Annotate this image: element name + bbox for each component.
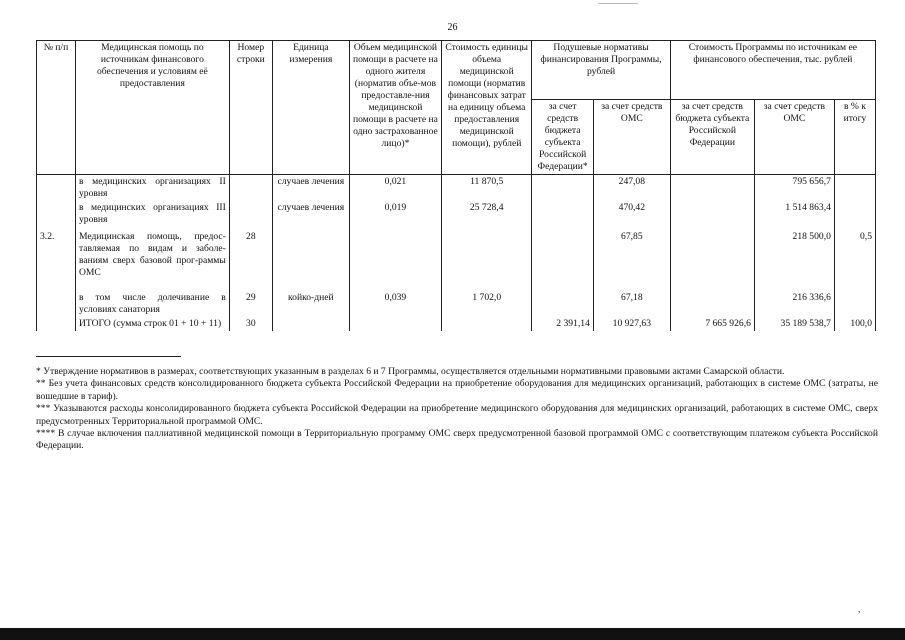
cell-pc-oms: 10 927,63 — [593, 317, 670, 331]
table-row — [37, 227, 876, 291]
cell-pr-budget — [670, 201, 754, 227]
cell-unit — [272, 227, 349, 291]
footnote-divider — [36, 356, 181, 357]
footnote: *** Указываются расходы консолидированного бюджета субъекта Российской Федерации на приобретение медицинского оборудования для медицинских организаций, работающих в системе ОМС, сверх предусмотренных Территориальной программой ОМС. — [36, 403, 878, 427]
cell-unit: койко-дней — [272, 291, 349, 317]
table-row — [37, 201, 876, 227]
cell-pr-budget — [670, 291, 754, 317]
cell-cost: 1 702,0 — [442, 291, 532, 317]
cell-num — [37, 201, 76, 227]
cell-care: в медицинских организациях II уровня — [75, 175, 229, 202]
cell-pr-budget: 7 665 926,6 — [670, 317, 754, 331]
table-row — [37, 175, 876, 202]
header-cost: Стоимость единицы объема медицинской помощи (норматив финансовых затрат на единицу объема предоставления медицинской помощи), рублей — [442, 41, 532, 175]
cell-pc-oms: 67,18 — [593, 291, 670, 317]
cell-pr-oms: 218 500,0 — [754, 227, 834, 291]
table-row — [37, 317, 876, 331]
header-percapita-oms: за счет средств ОМС — [593, 100, 670, 175]
cell-pr-pct: 100,0 — [834, 317, 875, 331]
cell-volume — [349, 227, 441, 291]
footnote: **** В случае включения паллиативной медицинской помощи в Территориальную программу ОМС сверх предусмотренной базовой программой ОМС с соответствующим платежом субъекта Российской Федерации. — [36, 428, 878, 452]
cell-row-no: 30 — [229, 317, 272, 331]
cell-num: 3.2. — [37, 227, 76, 291]
cell-unit: случаев лечения — [272, 201, 349, 227]
cell-volume: 0,019 — [349, 201, 441, 227]
footnote: * Утверждение нормативов в размерах, соответствующих указанным в разделах 6 и 7 Программы, осуществляется отдельными нормативными правовыми актами Самарской области. — [36, 366, 785, 377]
cell-volume: 0,039 — [349, 291, 441, 317]
cell-row-no: 29 — [229, 291, 272, 317]
cell-pc-oms: 470,42 — [593, 201, 670, 227]
table-header — [37, 41, 876, 175]
header-program-oms: за счет средств ОМС — [754, 100, 834, 175]
cell-num — [37, 317, 76, 331]
cell-care: в том числе долечивание в условиях санатория — [75, 291, 229, 317]
cell-pc-oms: 247,08 — [593, 175, 670, 202]
cell-pc-budget — [532, 175, 594, 202]
cell-cost: 25 728,4 — [442, 201, 532, 227]
cell-pr-pct — [834, 291, 875, 317]
cell-pc-budget: 2 391,14 — [532, 317, 594, 331]
header-program-budget: за счет средств бюджета субъекта Российской Федерации — [670, 100, 754, 175]
cell-volume: 0,021 — [349, 175, 441, 202]
financing-table — [36, 40, 876, 331]
cell-row-no — [229, 175, 272, 202]
cell-pr-oms: 35 189 538,7 — [754, 317, 834, 331]
header-care: Медицинская помощь по источникам финансового обеспечения и условиям её предоставления — [75, 41, 229, 175]
cell-row-no: 28 — [229, 227, 272, 291]
table-row — [37, 291, 876, 317]
scan-bottom-edge — [0, 628, 905, 640]
cell-pc-budget — [532, 227, 594, 291]
cell-pr-budget — [670, 227, 754, 291]
cell-pr-oms: 1 514 863,4 — [754, 201, 834, 227]
cell-unit — [272, 317, 349, 331]
cell-num — [37, 175, 76, 202]
scan-artifact — [598, 3, 638, 4]
cell-cost — [442, 317, 532, 331]
cell-pr-pct — [834, 201, 875, 227]
cell-pr-pct — [834, 175, 875, 202]
header-program-pct: в % к итогу — [834, 100, 875, 175]
table-body — [37, 175, 876, 332]
cell-care: ИТОГО (сумма строк 01 + 10 + 11) — [75, 317, 229, 331]
cell-pc-budget — [532, 201, 594, 227]
cell-num — [37, 291, 76, 317]
header-num: № п/п — [37, 41, 76, 175]
cell-cost: 11 870,5 — [442, 175, 532, 202]
cell-care: Медицинская помощь, предос-тавляемая по видам и заболе-ваниям сверх базовой прог-раммы ОМС — [75, 227, 229, 291]
cell-cost — [442, 227, 532, 291]
footnotes — [36, 366, 878, 453]
cell-pr-budget — [670, 175, 754, 202]
header-program-group: Стоимость Программы по источникам ее финансового обеспечения, тыс. рублей — [670, 41, 875, 100]
cell-pr-oms: 216 336,6 — [754, 291, 834, 317]
header-volume: Объем медицинской помощи в расчете на одного жителя (норматив объе-мов предоставле-ния медицинской помощи в расчете на одно застрахованное лицо)* — [349, 41, 441, 175]
cell-pr-pct: 0,5 — [834, 227, 875, 291]
header-unit: Единица измерения — [272, 41, 349, 175]
cell-volume — [349, 317, 441, 331]
cell-pr-oms: 795 656,7 — [754, 175, 834, 202]
cell-care: в медицинских организациях III уровня — [75, 201, 229, 227]
cell-pc-budget — [532, 291, 594, 317]
cell-unit: случаев лечения — [272, 175, 349, 202]
cell-row-no — [229, 201, 272, 227]
header-row-no: Номер строки — [229, 41, 272, 175]
cell-pc-oms: 67,85 — [593, 227, 670, 291]
header-percapita-budget: за счет средств бюджета субъекта Российской Федерации* — [532, 100, 594, 175]
footnote: ** Без учета финансовых средств консолидированного бюджета субъекта Российской Федерации на приобретение оборудования для медицинских организаций, работающих в системе ОМС (затраты, не вошедшие в тариф). — [36, 378, 878, 402]
page-number: 26 — [447, 22, 458, 33]
header-percapita-group: Подушевые нормативы финансирования Программы, рублей — [532, 41, 670, 100]
scan-speck: , — [858, 604, 861, 614]
